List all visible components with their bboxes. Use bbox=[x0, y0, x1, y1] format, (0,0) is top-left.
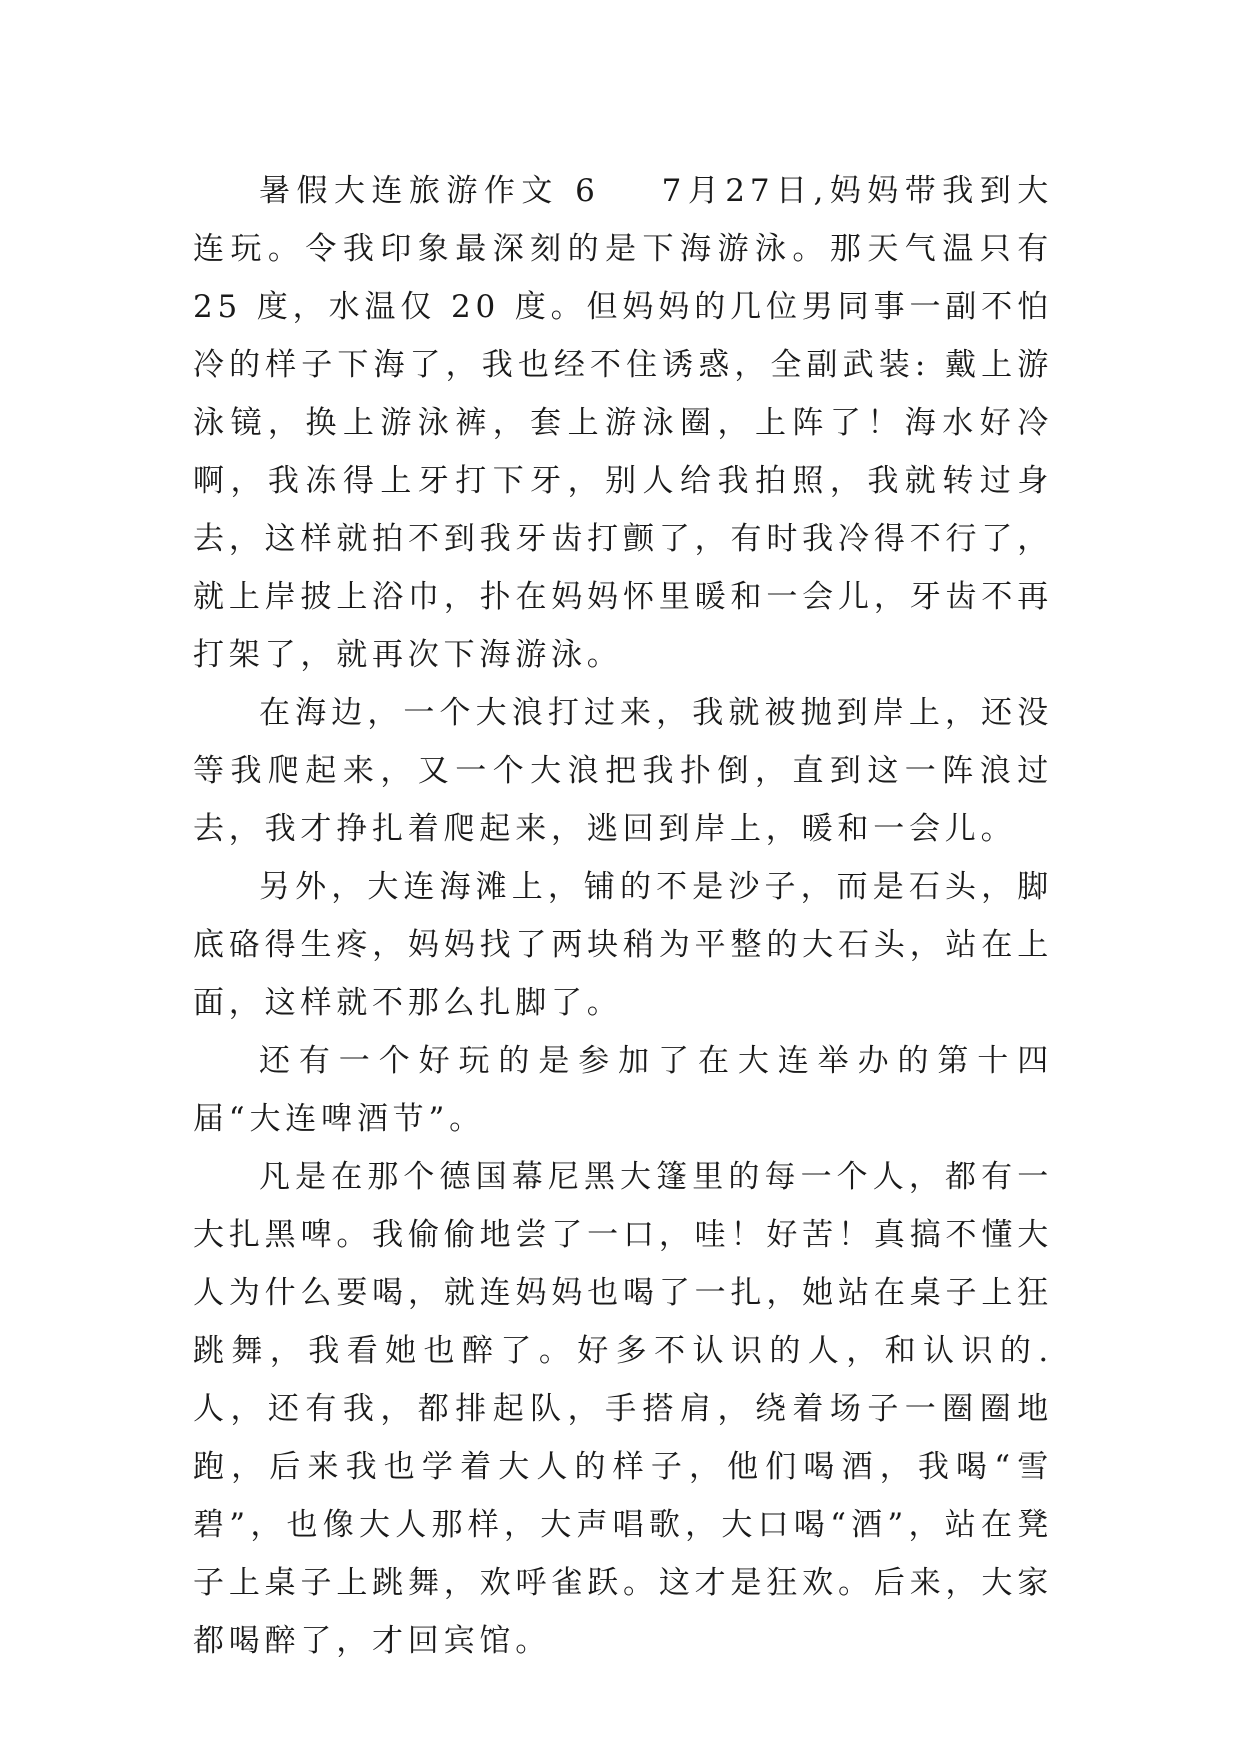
essay-title: 暑假大连旅游作文 6 bbox=[259, 173, 600, 209]
paragraph-1 bbox=[193, 162, 1053, 684]
essay-body bbox=[193, 162, 1053, 1670]
paragraph-4: 还有一个好玩的是参加了在大连举办的第十四届“大连啤酒节”。 bbox=[193, 1043, 1053, 1137]
paragraph-3: 另外，大连海滩上，铺的不是沙子，而是石头，脚底硌得生疼，妈妈找了两块稍为平整的大石头，站在上面，这样就不那么扎脚了。 bbox=[193, 869, 1053, 1021]
paragraph-1-text: 7月27日,妈妈带我到大连玩。令我印象最深刻的是下海游泳。那天气温只有 25 度，水温仅 20 度。但妈妈的几位男同事一副不怕冷的样子下海了，我也经不住诱惑，全副武装: 戴上游泳镜，换上游泳裤，套上游泳圈，上阵了！海水好冷啊，我冻得上牙打下牙，别人给我拍照，我就转过身去，这样就拍不到我牙齿打颤了，有时我冷得不行了，就上岸披上浴巾，扑在妈妈怀里暖和一会儿，牙齿不再打架了，就再次下海游泳。 bbox=[193, 173, 1053, 673]
paragraph-5: 凡是在那个德国幕尼黑大篷里的每一个人，都有一大扎黑啤。我偷偷地尝了一口，哇！好苦！真搞不懂大人为什么要喝，就连妈妈也喝了一扎，她站在桌子上狂跳舞，我看她也醉了。好多不认识的人，和认识的.人，还有我，都排起队，手搭肩，绕着场子一圈圈地跑，后来我也学着大人的样子，他们喝酒，我喝“雪碧”，也像大人那样，大声唱歌，大口喝“酒”，站在凳子上桌子上跳舞，欢呼雀跃。这才是狂欢。后来，大家都喝醉了，才回宾馆。 bbox=[193, 1159, 1053, 1659]
paragraph-2: 在海边，一个大浪打过来，我就被抛到岸上，还没等我爬起来，又一个大浪把我扑倒，直到这一阵浪过去，我才挣扎着爬起来，逃回到岸上，暖和一会儿。 bbox=[193, 695, 1053, 847]
